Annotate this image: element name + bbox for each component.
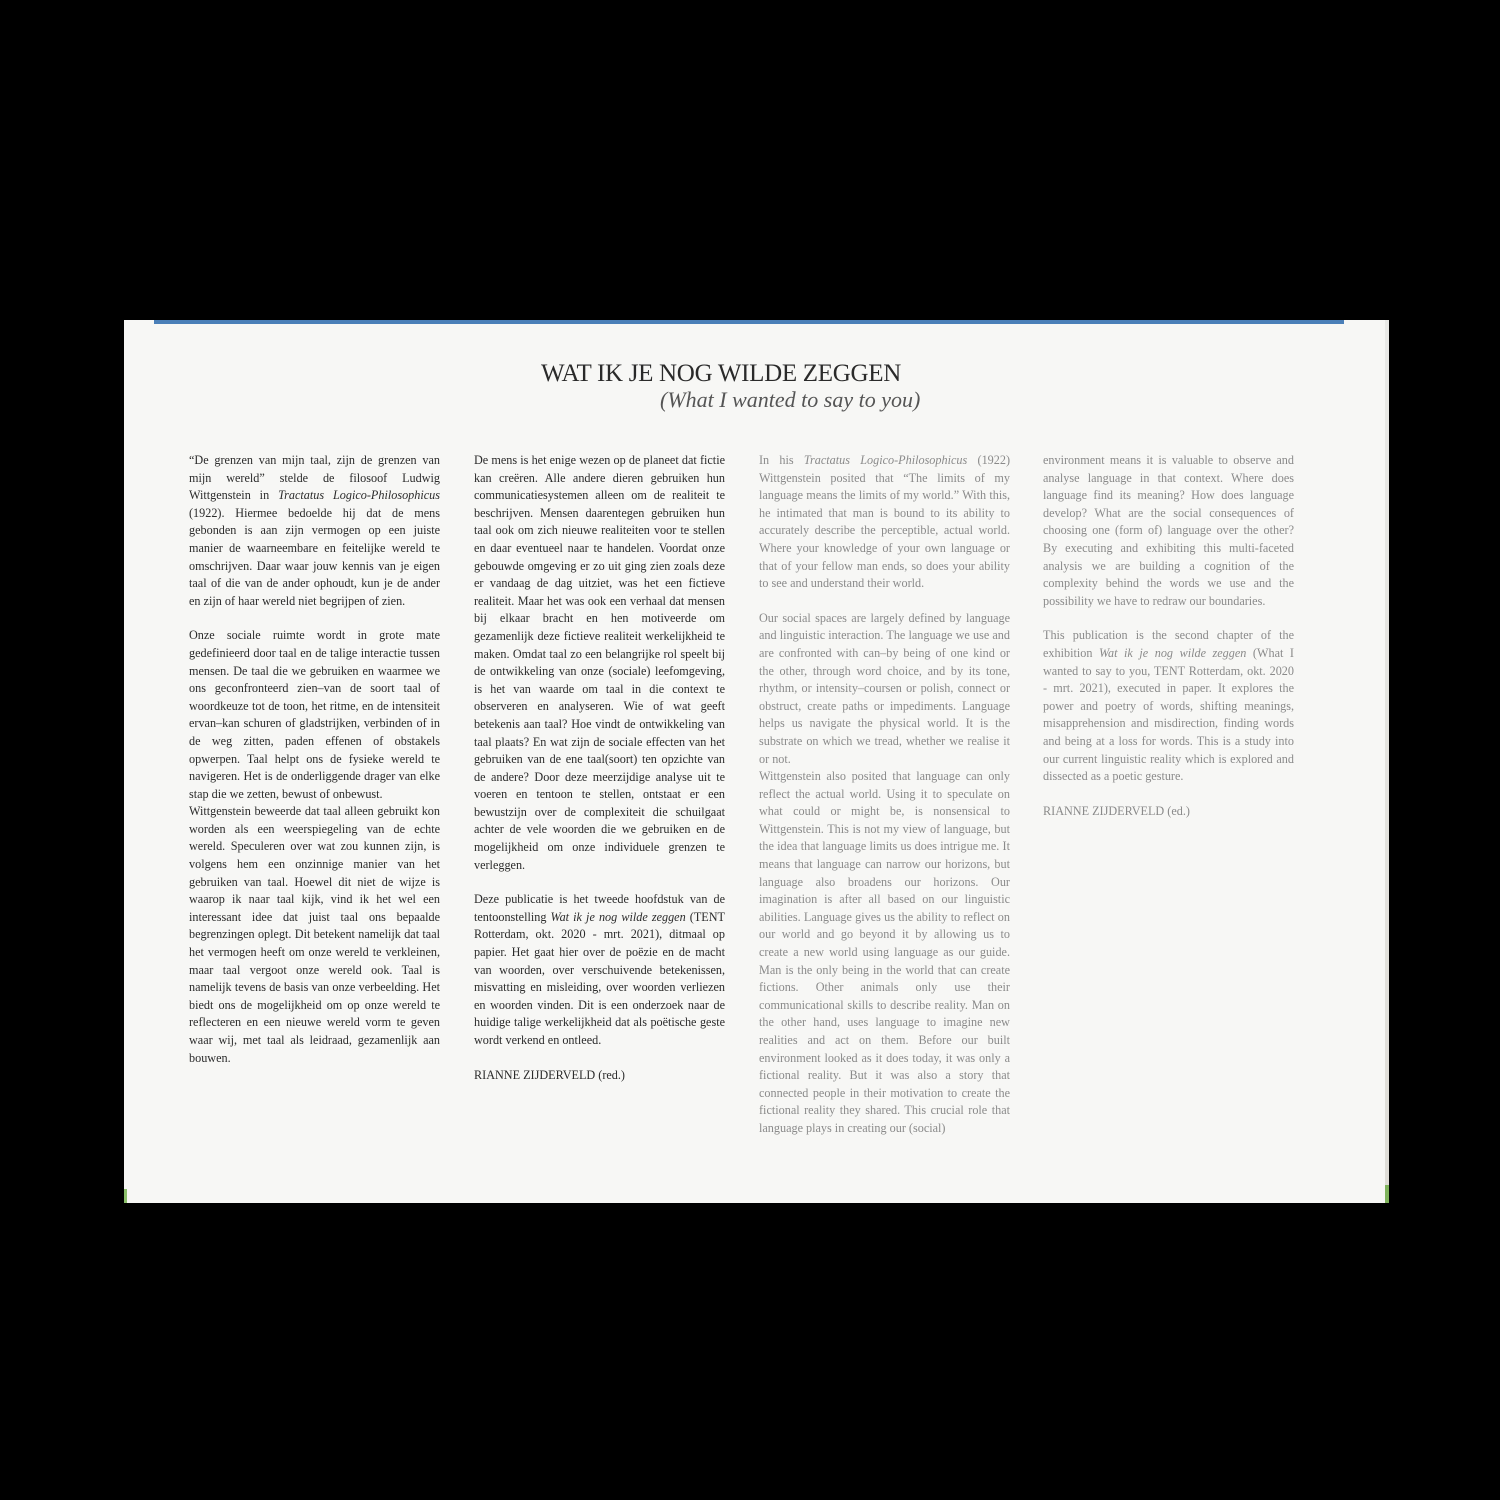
dutch-p5-exhibition-title: Wat ik je nog wilde zeggen	[550, 909, 686, 924]
english-paragraph-3: Wittgenstein also posited that language can only reflect the actual world. Using it to speculate on what could or might be, is nonsensical to Wittgenstein. This is not my view of language, but the idea that language limits us does intrigue me. It means that language can narrow our horizons, but language also broadens our horizons. Our imagination is after all based on our linguistic abilities. Language gives us the ability to reflect on our world and go beyond it by allowing us to create a new world using language as our guide. Man is the only being in the world that can create fictions. Other animals only use their communicational skills to describe reality. Man on the other hand, uses language to imagine new realities and act on them. Before our built environment looked as it does today, it was only a fictional reality. But it was also a story that connected people in their motivation to create the fictional reality they shared. This crucial role that language plays in creating our (social)	[759, 769, 1010, 1135]
page-corner-mark	[1385, 1185, 1389, 1203]
dutch-p1-text-cont: (1922). Hiermee bedoelde hij dat de mens gebonden is aan zijn vermogen op een juiste manier de waarneembare en feitelijke wereld te omschrijven. Daar waar jouw kennis van je eigen taal of die van de ander ophoudt, kun je de ander en zijn of haar wereld niet begrijpen of zien.	[189, 505, 440, 608]
page-subtitle: (What I wanted to say to you)	[660, 387, 921, 412]
dutch-signature: RIANNE ZIJDERVELD (red.)	[474, 1067, 625, 1082]
dutch-p5-text-cont: (TENT Rotterdam, okt. 2020 - mrt. 2021), ditmaal op papier. Het gaat hier over de poëzie en de macht van woorden, over verschuivende betekenissen, misvatting en misleiding, over woorden verliezen en woorden vinden. Dit is een onderzoek naar de huidige talige werkelijkheid dat als poëtische geste wordt verkend en ontleed.	[474, 909, 725, 1047]
page-left-corner-mark	[124, 1189, 127, 1203]
english-p4-exhibition-title: Wat ik je nog wilde zeggen	[1098, 645, 1247, 660]
dutch-paragraph-2: Onze sociale ruimte wordt in grote mate gedefinieerd door taal en de talige interactie tussen mensen. De taal die we gebruiken en waarmee we ons geconfronteerd zien–van de soort taal of woordkeuze tot de toon, het ritme, en de intensiteit ervan–kan schuren of gladstrijken, verbinden of in de weg zitten, paden effenen of obstakels opwerpen. Taal helpt ons de fysieke wereld te navigeren. Het is de onderliggende drager van elke stap die we zetten, bewust of onbewust.	[189, 628, 440, 801]
dutch-p1-text: “De grenzen van mijn taal, zijn de grenzen van mijn wereld” stelde de filosoof Ludwig Wittgenstein in	[189, 453, 440, 503]
dutch-paragraph-3: Wittgenstein beweerde dat taal alleen gebruikt kon worden als een weerspiegeling van de echte wereld. Speculeren over wat zou kunnen zijn, is volgens hem een onzinnige manier van het gebruiken van taal. Hoewel dit niet de wijze is waarop ik naar taal kijk, vind ik het wel een interessant idee dat juist taal ons bepaalde begrenzingen oplegt. Dit betekent namelijk dat taal het vermogen heeft om onze wereld te verkleinen, maar taal vergoot onze wereld ook. Taal is namelijk tevens de basis van onze verbeelding. Het biedt ons de mogelijkheid om op onze wereld te reflecteren en een nieuwe wereld vorm te geven waar wij, met taal als leidraad, gezamenlijk aan bouwen.	[189, 804, 440, 1065]
dutch-paragraph-5	[474, 891, 725, 1049]
english-paragraph-4	[1043, 627, 1294, 785]
page-right-edge	[1385, 320, 1389, 1203]
english-signature: RIANNE ZIJDERVELD (ed.)	[1043, 803, 1190, 818]
dutch-paragraph-4: De mens is het enige wezen op de planeet dat fictie kan creëren. Alle andere dieren gebruiken hun communicatiesystemen alleen om de realiteit te beschrijven. Mensen daarentegen gebruiken hun taal ook om zich nieuwe realiteiten voor te stellen en daar eventueel naar te handelen. Voordat onze gebouwde omgeving er zo uit ging zien zoals deze er vandaag de dag uitziet, was het een fictieve realiteit. Maar het was ook een verhaal dat mensen bij elkaar bracht en hen motiveerde om gezamenlijk deze fictieve realiteit werkelijkheid te maken. Omdat taal zo een belangrijke rol speelt bij de ontwikkeling van onze (sociale) leefomgeving, is het van waarde om taal in die context te observeren en analyseren. Wie of wat geeft betekenis aan taal? Hoe vindt de ontwikkeling van taal plaats? En wat zijn de sociale effecten van het gebruiken van de ene taal(soort) ten opzichte van de andere? Door deze meerzijdige analyse uit te voeren en tentoon te stellen, ontstaat er een bewustzijn over de complexiteit die schuilgaat achter de vele woorden die we gebruiken en de mogelijkheid om onze individuele grenzen te verleggen.	[474, 453, 725, 872]
page-title: WAT IK JE NOG WILDE ZEGGEN	[541, 360, 901, 387]
english-paragraph-1	[759, 452, 1010, 593]
dutch-column-1	[189, 452, 440, 1067]
printed-page	[124, 320, 1389, 1203]
english-column-2	[1043, 452, 1294, 820]
english-p4-text: This publication is the second chapter of the exhibition	[1043, 628, 1294, 660]
dutch-p1-book-title: Tractatus Logico-Philosophicus	[278, 488, 440, 503]
english-p1-text: In his	[759, 453, 804, 467]
dutch-column-2	[474, 452, 725, 1084]
english-paragraph-2: Our social spaces are largely defined by language and linguistic interaction. The language we use and are confronted with can–by being of one kind or the other, through word choice, and by its tone, rhythm, or intensity–coursen or polish, connect or obstruct, create paths or impediments. Language helps us navigate the physical world. It is the substrate on which we tread, whether we realise it or not.	[759, 610, 1010, 766]
dutch-p5-text: Deze publicatie is het tweede hoofdstuk van de tentoonstelling	[474, 892, 725, 924]
english-p4-text-cont: (What I wanted to say to you, TENT Rotterdam, okt. 2020 - mrt. 2021), executed in paper. It explores the power and poetry of words, shifting meanings, misapprehension and misdirection, finding words and being at a loss for words. This is a study into our current linguistic reality which is explored and dissected as a poetic gesture.	[1043, 645, 1294, 784]
english-p1-text-cont: (1922) Wittgenstein posited that “The limits of my language means the limits of my world.” With this, he intimated that man is bound to its ability to accurately describe the perceptible, actual world. Where your knowledge of your own language or that of your fellow man ends, so does your ability to see and understand their world.	[759, 453, 1010, 591]
english-paragraph-3-continued: environment means it is valuable to observe and analyse language in that context. Where does language find its meaning? How does language develop? What are the social consequences of choosing one (form of) language over the other? By executing and exhibiting this multi-faceted analysis we are building a cognition of the complexity behind the words we use and the possibility we have to redraw our boundaries.	[1043, 453, 1294, 608]
dutch-paragraph-1	[189, 452, 440, 610]
page-top-edge	[154, 320, 1344, 324]
english-p1-book-title: Tractatus Logico-Philosophicus	[803, 453, 968, 467]
english-column-1	[759, 452, 1010, 1138]
